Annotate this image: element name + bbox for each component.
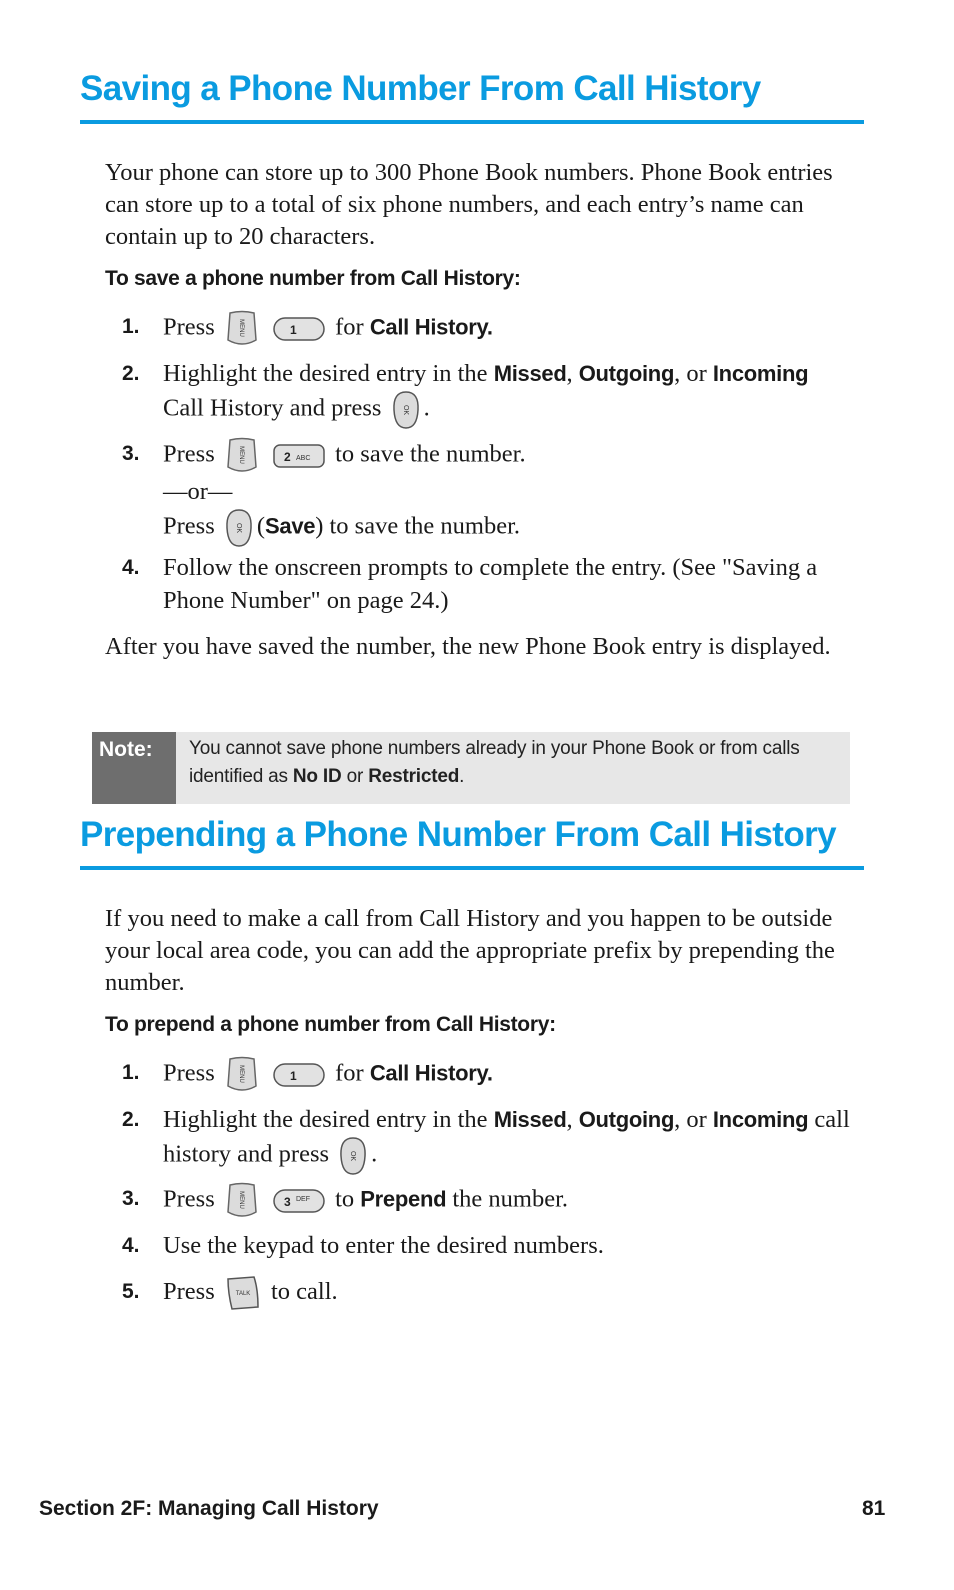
step-5: 5. Press TALK to call. [122, 1275, 852, 1311]
section-title-saving: Saving a Phone Number From Call History [80, 69, 761, 108]
note-box [92, 732, 850, 804]
key-3-icon [272, 1186, 326, 1216]
procedure-subhead: To prepend a phone number from Call History: [105, 1013, 556, 1036]
step-2: 2. Highlight the desired entry in the Missed, Outgoing, or Incoming Call History and press OK . [122, 357, 852, 430]
ok-key-icon [224, 508, 254, 548]
menu-key-icon [224, 437, 260, 475]
key-2-icon [272, 441, 326, 471]
svg-text:MENU: MENU [237, 319, 244, 337]
svg-text:1: 1 [289, 323, 297, 337]
menu-key-icon [224, 1056, 260, 1094]
svg-text:MENU: MENU [237, 1191, 244, 1209]
step-3: 3. Press MENU 2 ABC to save the number. —or— Press OK (Save) to save the number. [122, 437, 852, 548]
intro-paragraph: Your phone can store up to 300 Phone Book numbers. Phone Book entries can store up to a total of six phone numbers, and each entry’s name can contain up to 20 characters. [105, 159, 833, 250]
key-1-icon [272, 1060, 326, 1090]
footer-section: Section 2F: Managing Call History [39, 1497, 379, 1520]
svg-text:OK: OK [349, 1150, 357, 1162]
svg-text:MENU: MENU [237, 446, 244, 464]
svg-text:ABC: ABC [295, 455, 311, 462]
key-1-icon [272, 314, 326, 344]
heading-rule [80, 120, 864, 124]
talk-key-icon [224, 1275, 262, 1311]
step-1: 1. Press MENU 1 for Call History. [122, 1056, 852, 1094]
svg-text:1: 1 [289, 1069, 297, 1083]
section-title-prepending: Prepending a Phone Number From Call History [80, 815, 836, 854]
svg-text:OK: OK [401, 404, 409, 416]
ok-key-icon [391, 390, 421, 430]
ok-key-icon [338, 1136, 368, 1176]
step-1: 1. Press MENU 1 for Call History. [122, 310, 852, 348]
menu-key-icon [224, 310, 260, 348]
intro-paragraph: If you need to make a call from Call History and you happen to be outside your local area code, you can add the appropriate prefix by prepending the number. [105, 905, 835, 996]
procedure-subhead: To save a phone number from Call History: [105, 267, 521, 290]
svg-text:DEF: DEF [295, 1196, 310, 1203]
svg-text:MENU: MENU [237, 1065, 244, 1083]
step-3: 3. Press MENU 3 DEF to Prepend the number. [122, 1182, 852, 1220]
step-4: 4. Use the keypad to enter the desired numbers. [122, 1232, 604, 1259]
svg-text:2: 2 [283, 450, 291, 464]
step-4: 4. Follow the onscreen prompts to complete the entry. (See "Saving a Phone Number" on page 24.) [122, 554, 818, 614]
page-number: 81 [862, 1497, 886, 1520]
note-text: You cannot save phone numbers already in your Phone Book or from calls identified as No ID or Restricted. [189, 738, 800, 787]
step-2: 2. Highlight the desired entry in the Missed, Outgoing, or Incoming call history and press OK . [122, 1103, 852, 1176]
after-paragraph: After you have saved the number, the new Phone Book entry is displayed. [105, 633, 831, 660]
heading-rule [80, 866, 864, 870]
menu-key-icon [224, 1182, 260, 1220]
svg-text:TALK: TALK [235, 1291, 251, 1298]
svg-text:3: 3 [283, 1195, 291, 1209]
note-label: Note: [92, 732, 176, 804]
svg-text:OK: OK [234, 522, 242, 534]
